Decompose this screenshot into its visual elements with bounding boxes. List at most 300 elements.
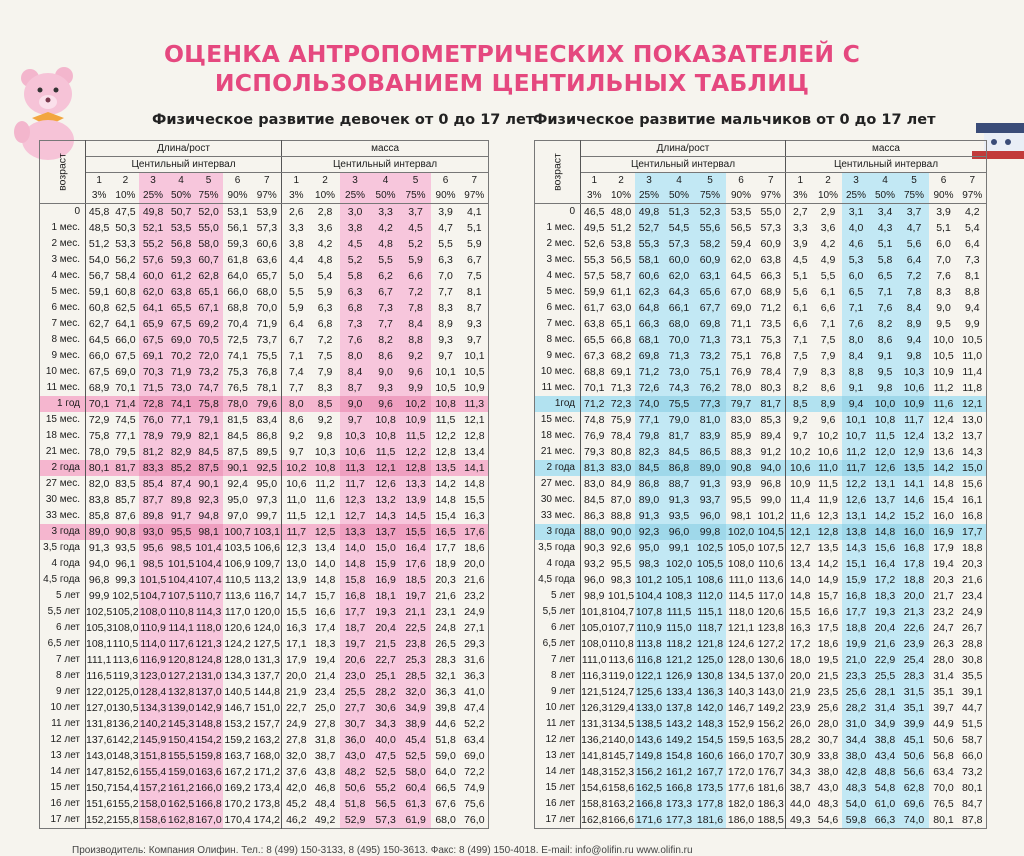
weight-value-cell: 3,9 [936,206,951,218]
weight-value-cell: 12,7 [790,542,811,554]
length-height-header: Длина/рост [86,141,282,157]
height-value-cell: 64,5 [88,334,110,346]
height-value-cell: 73,1 [730,334,752,346]
height-value-cell: 95,5 [610,558,632,570]
height-value-cell: 111,5 [664,604,695,620]
table-row [535,668,987,684]
height-value-cell: 125,0 [695,652,726,668]
weight-value-cell: 11,2 [315,478,335,490]
weight-value-cell: 12,3 [286,542,307,554]
height-value-cell: 53,5 [168,220,195,236]
weight-value-cell: 10,9 [401,412,431,428]
weight-value-cell: 13,8 [842,524,871,540]
height-value-cell: 163,7 [224,750,251,762]
height-value-cell: 60,0 [139,268,168,284]
weight-value-cell: 3,9 [792,238,808,250]
height-value-cell: 105,1 [664,572,695,588]
weight-value-cell: 23,9 [900,636,929,652]
height-value-cell: 79,8 [635,428,664,444]
height-value-cell: 134,5 [607,718,635,730]
weight-value-cell: 5,4 [317,270,333,282]
table-row [40,652,489,668]
weight-value-cell: 13,1 [871,476,900,492]
weight-value-cell: 14,0 [314,558,336,570]
age-cell: 21 мес. [535,444,581,460]
weight-value-cell: 4,7 [438,222,453,234]
weight-value-cell: 4,0 [842,220,871,236]
table-row [535,604,987,620]
weight-value-cell: 51,8 [340,796,371,812]
weight-value-cell: 5,2 [401,236,431,252]
weight-value-cell: 21,6 [962,574,983,586]
height-value-cell: 105,3 [86,622,113,634]
height-value-cell: 95,0 [253,476,282,492]
table-row [40,492,489,508]
weight-value-cell: 39,7 [933,702,954,714]
height-value-cell: 141,8 [581,750,608,762]
weight-value-cell: 18,1 [371,588,401,604]
height-value-cell: 170,2 [224,798,251,810]
height-value-cell: 96,0 [695,508,726,524]
percentile-label: 50% [664,188,695,204]
weight-value-cell: 14,3 [371,508,401,524]
height-value-cell: 59,3 [168,252,195,268]
age-cell: 4 мес. [535,268,581,284]
weight-value-cell: 49,3 [790,814,811,826]
height-value-cell: 138,5 [635,718,663,730]
weight-value-cell: 20,0 [464,558,485,570]
height-value-cell: 145,3 [167,718,195,730]
weight-value-cell: 17,9 [933,542,954,554]
height-value-cell: 121,1 [727,622,755,634]
weight-value-cell: 28,2 [790,734,811,746]
height-value-cell: 54,0 [88,254,110,266]
table-row [40,364,489,380]
weight-value-cell: 50,6 [340,780,371,796]
height-value-cell: 62,8 [195,268,223,284]
weight-value-cell: 19,9 [842,636,871,652]
height-value-cell: 167,0 [195,812,223,829]
percentile-label: 50% [871,188,900,204]
weight-value-cell: 7,5 [820,334,836,346]
height-value-cell: 49,8 [139,204,168,221]
height-value-cell: 159,0 [167,766,195,778]
table-row [40,300,489,316]
weight-value-cell: 10,9 [790,478,811,490]
height-value-cell: 85,3 [757,412,786,428]
weight-value-cell: 67,6 [435,798,456,810]
weight-value-cell: 16,6 [314,606,336,618]
weight-value-cell: 10,9 [900,396,929,412]
weight-value-cell: 8,5 [311,396,340,412]
height-value-cell: 56,5 [610,254,632,266]
centile-number: 1 [797,175,804,186]
height-value-cell: 70,0 [253,300,282,316]
table-row [40,620,489,636]
centile-number: 7 [253,173,282,189]
weight-value-cell: 10,1 [842,412,871,428]
height-value-cell: 116,7 [254,590,280,602]
weight-value-cell: 5,2 [340,252,371,268]
height-value-cell: 166,0 [195,782,222,794]
weight-value-cell: 66,0 [962,750,983,762]
table-row [535,252,987,268]
height-value-cell: 90,1 [223,460,253,476]
weight-value-cell: 9,6 [820,414,836,426]
weight-value-cell: 16,6 [817,606,839,618]
height-value-cell: 158,8 [581,798,608,810]
weight-value-cell: 48,4 [314,798,336,810]
height-value-cell: 92,4 [227,478,248,490]
weight-value-cell: 56,8 [933,750,954,762]
percentile-label: 3% [86,188,113,204]
weight-value-cell: 4,2 [820,238,836,250]
height-value-cell: 84,5 [635,460,664,476]
height-value-cell: 84,5 [195,444,223,460]
weight-value-cell: 47,4 [464,702,485,714]
height-value-cell: 98,3 [610,574,632,586]
height-value-cell: 64,1 [115,318,136,330]
height-value-cell: 81,0 [695,412,726,428]
height-value-cell: 110,8 [168,606,194,618]
weight-value-cell: 9,0 [340,396,371,412]
weight-value-cell: 35,1 [900,700,929,716]
age-cell: 2 года [535,460,581,476]
weight-value-cell: 14,0 [340,540,371,556]
table-row [40,540,489,556]
weight-value-cell: 33,8 [817,750,839,762]
height-value-cell: 55,0 [757,204,786,221]
height-value-cell: 113,6 [758,574,784,586]
percentile-label: 10% [608,188,635,204]
weight-value-cell: 51,5 [962,718,983,730]
height-value-cell: 104,5 [757,526,784,538]
weight-value-cell: 10,8 [431,396,461,412]
height-value-cell: 96,1 [115,558,136,570]
height-value-cell: 88,0 [581,524,608,540]
height-value-cell: 79,9 [168,428,195,444]
weight-value-cell: 26,5 [435,638,456,650]
age-cell: 4,5 года [40,572,86,588]
weight-value-cell: 45,2 [286,798,307,810]
weight-value-cell: 44,6 [435,718,456,730]
age-cell: 9 лет [40,684,86,700]
percentile-label: 25% [842,188,871,204]
weight-value-cell: 69,6 [900,796,929,812]
weight-value-cell: 18,5 [401,572,431,588]
height-value-cell: 86,3 [584,510,605,522]
height-value-cell: 158,6 [139,812,168,829]
height-value-cell: 120,6 [224,622,251,634]
centile-number: 2 [122,175,129,186]
weight-value-cell: 8,4 [900,300,929,316]
table-row [40,636,489,652]
height-value-cell: 131,3 [253,654,280,666]
age-cell: 1 мес. [40,220,86,236]
age-header: возраст [551,153,563,191]
height-value-cell: 98,9 [584,590,605,602]
weight-value-cell: 16,3 [286,622,307,634]
height-value-cell: 102,5 [86,606,113,618]
height-value-cell: 151,8 [139,750,167,762]
height-value-cell: 65,1 [610,318,632,330]
height-value-cell: 87,5 [195,460,223,476]
height-value-cell: 89,4 [757,428,786,444]
weight-value-cell: 10,5 [464,366,485,378]
weight-value-cell: 30,9 [790,750,811,762]
weight-value-cell: 12,8 [815,524,842,540]
weight-value-cell: 11,6 [929,396,959,412]
weight-value-cell: 5,0 [289,270,304,282]
centile-number: 4 [371,173,401,189]
weight-value-cell: 43,0 [340,748,371,764]
weight-value-cell: 5,6 [900,236,929,252]
height-value-cell: 86,8 [664,460,695,476]
weight-value-cell: 80,1 [962,782,983,794]
height-value-cell: 53,5 [730,206,752,218]
height-value-cell: 89,0 [86,524,113,540]
height-value-cell: 102,0 [726,524,757,540]
age-cell: 16 лет [535,796,581,812]
centile-number: 5 [195,173,223,189]
height-value-cell: 113,2 [254,574,280,586]
weight-value-cell: 23,4 [962,590,983,602]
weight-value-cell: 50,6 [900,748,929,764]
weight-value-cell: 26,3 [933,638,954,650]
weight-value-cell: 7,2 [900,268,929,284]
weight-value-cell: 12,1 [959,396,987,412]
weight-value-cell: 61,9 [401,812,431,829]
height-value-cell: 77,1 [168,412,195,428]
weight-value-cell: 18,3 [314,638,336,650]
weight-value-cell: 24,9 [286,718,307,730]
height-value-cell: 89,8 [168,492,195,508]
height-value-cell: 64,3 [664,284,695,300]
age-cell: 30 мес. [535,492,581,508]
height-value-cell: 159,8 [195,750,222,762]
weight-value-cell: 7,1 [820,318,836,330]
age-cell: 16 лет [40,796,86,812]
age-cell: 27 мес. [40,476,86,492]
height-value-cell: 145,9 [139,734,167,746]
height-value-cell: 72,9 [88,414,110,426]
weight-value-cell: 13,9 [286,574,307,586]
weight-value-cell: 10,8 [371,428,401,444]
age-cell: 10 лет [535,700,581,716]
weight-value-cell: 34,3 [790,766,811,778]
table-row [40,716,489,732]
weight-value-cell: 4,7 [900,220,929,236]
weight-value-cell: 14,2 [817,558,839,570]
weight-value-cell: 8,6 [820,382,836,394]
weight-value-cell: 7,5 [792,350,808,362]
height-value-cell: 104,7 [139,590,167,602]
weight-value-cell: 15,5 [286,606,307,618]
weight-value-cell: 15,8 [340,572,371,588]
table-row [40,204,489,221]
weight-value-cell: 18,7 [340,620,371,636]
weight-value-cell: 5,5 [371,252,401,268]
centile-number: 1 [591,175,598,186]
weight-value-cell: 6,7 [467,254,482,266]
height-value-cell: 110,7 [195,590,222,602]
weight-value-cell: 5,9 [401,252,431,268]
percentile-label: 75% [695,188,726,204]
weight-value-cell: 13,9 [401,492,431,508]
height-value-cell: 92,3 [635,524,664,540]
height-value-cell: 93,5 [115,542,136,554]
weight-value-cell: 6,4 [964,238,980,250]
height-value-cell: 88,8 [610,510,632,522]
weight-value-cell: 15,5 [464,494,485,506]
weight-value-cell: 4,4 [289,254,304,266]
height-value-cell: 76,0 [139,412,168,428]
weight-value-cell: 10,5 [933,350,954,362]
weight-value-cell: 13,4 [790,558,811,570]
weight-value-cell: 15,9 [371,556,401,572]
age-cell: 7 мес. [40,316,86,332]
height-value-cell: 113,6 [112,654,139,666]
height-value-cell: 131,3 [581,718,608,730]
age-cell: 1год [535,396,581,412]
height-value-cell: 167,2 [224,766,251,778]
weight-value-cell: 16,9 [929,524,959,540]
height-value-cell: 52,7 [635,220,664,236]
weight-value-cell: 11,7 [340,476,371,492]
height-value-cell: 166,8 [195,798,222,810]
weight-value-cell: 35,5 [962,670,983,682]
height-value-cell: 72,8 [139,396,168,412]
height-value-cell: 67,5 [115,350,136,362]
weight-value-cell: 14,1 [461,460,489,476]
height-value-cell: 66,1 [664,300,695,316]
weight-value-cell: 6,7 [289,334,304,346]
weight-value-cell: 18,0 [790,654,811,666]
percentile-label: 97% [757,188,786,204]
table-row [535,268,987,284]
height-value-cell: 82,9 [168,444,195,460]
height-value-cell: 168,0 [253,750,280,762]
height-value-cell: 136,2 [112,718,139,730]
weight-value-cell: 13,7 [962,430,983,442]
percentile-label: 97% [959,188,987,204]
height-value-cell: 75,5 [664,396,695,412]
height-value-cell: 80,1 [86,460,113,476]
weight-value-cell: 5,1 [792,270,808,282]
age-cell: 5,5 лет [40,604,86,620]
weight-value-cell: 9,4 [842,396,871,412]
age-cell: 7 мес. [535,316,581,332]
height-value-cell: 46,5 [584,206,605,218]
weight-value-cell: 20,0 [286,670,307,682]
weight-value-cell: 51,8 [435,734,456,746]
weight-value-cell: 17,8 [900,556,929,572]
weight-value-cell: 13,3 [340,524,371,540]
height-value-cell: 77,3 [695,396,726,412]
weight-value-cell: 12,1 [371,460,401,476]
height-value-cell: 56,7 [88,270,110,282]
height-value-cell: 81,2 [139,444,168,460]
height-value-cell: 163,2 [253,734,280,746]
weight-value-cell: 7,1 [871,284,900,300]
weight-value-cell: 6,3 [438,254,453,266]
weight-value-cell: 5,1 [871,236,900,252]
age-cell: 2 мес. [40,236,86,252]
height-value-cell: 99,7 [253,508,282,524]
weight-value-cell: 15,2 [900,508,929,524]
percentile-label: 50% [168,188,195,204]
height-value-cell: 70,2 [168,348,195,364]
table-row [535,812,987,829]
weight-value-cell: 25,6 [817,702,839,714]
weight-value-cell: 31,5 [900,684,929,700]
weight-value-cell: 14,2 [435,478,456,490]
weight-value-cell: 39,8 [435,702,456,714]
weight-value-cell: 8,7 [340,380,371,396]
weight-value-cell: 10,6 [286,478,307,490]
weight-value-cell: 48,3 [817,798,839,810]
height-value-cell: 63,8 [584,318,605,330]
weight-value-cell: 63,4 [464,734,485,746]
height-value-cell: 96,8 [88,574,110,586]
weight-value-cell: 16,0 [900,524,929,540]
weight-value-cell: 12,8 [464,430,485,442]
height-value-cell: 79,3 [584,446,605,458]
weight-value-cell: 4,2 [371,220,401,236]
height-value-cell: 71,4 [112,396,138,412]
age-cell: 21 мес. [40,444,86,460]
weight-value-cell: 28,2 [842,700,871,716]
weight-value-cell: 9,1 [871,348,900,364]
weight-value-cell: 30,6 [371,700,401,716]
height-value-cell: 83,0 [730,414,752,426]
height-value-cell: 59,1 [88,286,110,298]
weight-value-cell: 2,8 [317,206,333,218]
height-value-cell: 63,8 [757,252,786,268]
table-row [40,764,489,780]
weight-value-cell: 7,6 [340,332,371,348]
weight-value-cell: 9,1 [842,380,871,396]
centile-number: 5 [401,173,431,189]
height-value-cell: 121,3 [195,638,222,650]
weight-value-cell: 17,2 [871,572,900,588]
weight-value-cell: 6,1 [820,286,836,298]
percentile-label: 75% [401,188,431,204]
weight-value-cell: 10,6 [340,444,371,460]
weight-value-cell: 10,5 [435,382,456,394]
weight-value-cell: 8,4 [842,348,871,364]
weight-value-cell: 11,8 [962,382,983,394]
weight-value-cell: 12,6 [842,492,871,508]
height-value-cell: 60,9 [695,252,726,268]
height-value-cell: 75,5 [253,348,282,364]
age-cell: 5 лет [535,588,581,604]
height-value-cell: 114,3 [195,606,222,618]
age-cell: 9 мес. [40,348,86,364]
weight-value-cell: 7,7 [438,286,453,298]
weight-value-cell: 17,5 [817,622,839,634]
weight-value-cell: 6,7 [371,284,401,300]
height-value-cell: 72,0 [195,348,223,364]
height-value-cell: 66,3 [757,268,786,284]
weight-value-cell: 48,3 [842,780,871,796]
height-value-cell: 112,0 [695,588,726,604]
weight-value-cell: 7,0 [438,270,453,282]
weight-value-cell: 7,5 [317,350,333,362]
height-value-cell: 67,0 [730,286,752,298]
height-value-cell: 81,3 [581,460,608,476]
weight-value-cell: 7,9 [792,366,808,378]
